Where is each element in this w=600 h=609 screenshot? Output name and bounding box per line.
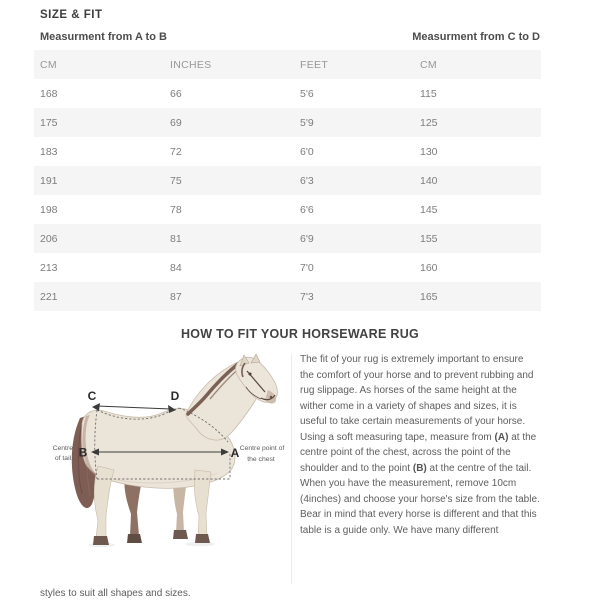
size-fit-title: SIZE & FIT	[40, 9, 103, 21]
table-cell: 165	[420, 290, 438, 303]
table-cell: 5'6	[300, 87, 314, 100]
table-cell: 183	[40, 145, 58, 158]
table-cell: 87	[170, 290, 182, 303]
fit-p2-point-a: (A)	[494, 431, 509, 443]
table-row	[34, 253, 541, 282]
table-cell: 221	[40, 290, 58, 303]
table-cell: 155	[420, 232, 438, 245]
table-cell: 81	[170, 232, 182, 245]
table-cell: 84	[170, 261, 182, 274]
horse-measurement-diagram	[40, 354, 292, 584]
table-cell: 6'9	[300, 232, 314, 245]
fit-p2-text: at the centre point of the chest, across the point of the shoulder and to the point	[300, 431, 537, 474]
table-cell: 206	[40, 232, 58, 245]
table-row	[34, 224, 541, 253]
table-row	[34, 195, 541, 224]
table-cell: 72	[170, 145, 182, 158]
size-table-body	[34, 79, 541, 311]
table-cell: 6'0	[300, 145, 314, 158]
table-cell: 7'3	[300, 290, 314, 303]
table-cell: 175	[40, 116, 58, 129]
fit-paragraph-1: The fit of your rug is extremely important to ensure the comfort of your horse and to prevent rubbing and rug slippage. As horses of the same height at the wither come in a variety of shapes and sizes, it is useful to take certain measurements of your horse.	[300, 354, 534, 427]
size-table-header-row	[34, 50, 541, 79]
column-header-inches: INCHES	[170, 58, 212, 71]
table-cell: 145	[420, 203, 438, 216]
diagram-label-c: C	[87, 389, 97, 403]
fit-p2-point-b: (B)	[412, 462, 427, 474]
fit-paragraph-3-wrap: styles to suit all shapes and sizes.	[40, 588, 191, 599]
chest-caption-line2: the chest	[247, 456, 275, 463]
table-cell: 66	[170, 87, 182, 100]
table-cell: 140	[420, 174, 438, 187]
table-row	[34, 166, 541, 195]
horse-hind-leg-near	[94, 466, 114, 538]
horse-front-leg-near	[194, 470, 211, 536]
size-table	[34, 50, 541, 311]
tail-caption-line1: Centre	[52, 445, 73, 452]
table-cell: 125	[420, 116, 438, 129]
table-row	[34, 108, 541, 137]
fit-p2-text: Using a soft measuring tape, measure from	[300, 431, 495, 443]
table-cell: 130	[420, 145, 438, 158]
table-row	[34, 137, 541, 166]
column-header-feet: FEET	[300, 58, 329, 71]
tail-caption-line2: of tail.	[54, 455, 73, 462]
fit-section-heading: HOW TO FIT YOUR HORSEWARE RUG	[180, 327, 420, 341]
table-row	[34, 79, 541, 108]
chest-caption-line1: Centre point of	[239, 445, 285, 452]
column-header-cm-cd: CM	[420, 58, 437, 71]
diagram-label-d: D	[170, 389, 180, 403]
table-cell: 213	[40, 261, 58, 274]
table-cell: 78	[170, 203, 182, 216]
table-cell: 7'0	[300, 261, 314, 274]
diagram-label-a: A	[230, 446, 240, 460]
table-cell: 5'9	[300, 116, 314, 129]
fit-paragraph-3: Bear in mind that every horse is different and that this table is a guide only. We have many different	[300, 509, 537, 536]
table-cell: 160	[420, 261, 438, 274]
measurement-header-c-to-d: Measurment from C to D	[412, 31, 540, 43]
horse-diagram-illustration	[40, 354, 292, 584]
table-row	[34, 282, 541, 311]
table-cell: 191	[40, 174, 58, 187]
table-cell: 69	[170, 116, 182, 129]
measurement-header-a-to-b: Measurment from A to B	[40, 31, 167, 43]
table-cell: 168	[40, 87, 58, 100]
table-cell: 6'3	[300, 174, 314, 187]
fit-p2-text: at the centre of the tail. When you have the measurement, remove 10cm (4inches) and choose your horse's size from the table.	[300, 462, 540, 505]
table-cell: 115	[420, 87, 437, 100]
column-header-cm-ab: CM	[40, 58, 57, 71]
fit-section	[40, 352, 540, 602]
diagram-label-b: B	[78, 445, 88, 460]
table-cell: 198	[40, 203, 58, 216]
measurement-group-headers	[40, 31, 540, 43]
table-cell: 6'6	[300, 203, 314, 216]
table-cell: 75	[170, 174, 182, 187]
